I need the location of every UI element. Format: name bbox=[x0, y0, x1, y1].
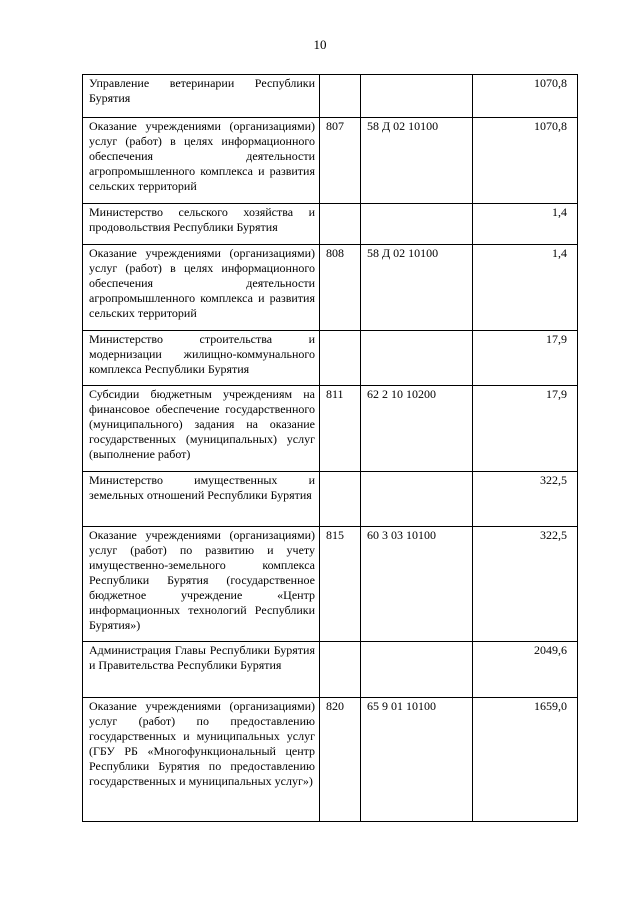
table-row bbox=[83, 204, 578, 245]
row-article: 58 Д 02 10100 bbox=[361, 245, 473, 331]
table-row bbox=[83, 472, 578, 527]
row-code bbox=[320, 472, 361, 527]
row-name: Оказание учреждениями (организациями) услуг (работ) в целях информационного обеспечения деятельности агропромышленного комплекса и развития сельских территорий bbox=[83, 245, 320, 331]
row-name: Министерство сельского хозяйства и продовольствия Республики Бурятия bbox=[83, 204, 320, 245]
table-row bbox=[83, 698, 578, 822]
row-amount: 322,5 bbox=[473, 472, 578, 527]
row-code bbox=[320, 642, 361, 698]
row-name: Министерство имущественных и земельных отношений Республики Бурятия bbox=[83, 472, 320, 527]
row-amount: 322,5 bbox=[473, 527, 578, 642]
row-amount: 17,9 bbox=[473, 331, 578, 386]
row-name: Министерство строительства и модернизации жилищно-коммунального комплекса Республики Бурятия bbox=[83, 331, 320, 386]
row-name: Администрация Главы Республики Бурятия и Правительства Республики Бурятия bbox=[83, 642, 320, 698]
budget-table bbox=[82, 74, 578, 822]
row-code: 811 bbox=[320, 386, 361, 472]
row-article: 60 3 03 10100 bbox=[361, 527, 473, 642]
row-article: 65 9 01 10100 bbox=[361, 698, 473, 822]
table-row bbox=[83, 245, 578, 331]
row-name: Оказание учреждениями (организациями) услуг (работ) по развитию и учету имущественно-земельного комплекса Республики Бурятия (государственное бюджетное учреждение «Центр информационных технологий Республики Бурятия») bbox=[83, 527, 320, 642]
row-article bbox=[361, 75, 473, 118]
table-row bbox=[83, 527, 578, 642]
row-amount: 1659,0 bbox=[473, 698, 578, 822]
row-amount: 1070,8 bbox=[473, 118, 578, 204]
row-name: Управление ветеринарии Республики Бурятия bbox=[83, 75, 320, 118]
table-row bbox=[83, 118, 578, 204]
row-code bbox=[320, 331, 361, 386]
row-code: 808 bbox=[320, 245, 361, 331]
row-amount: 1,4 bbox=[473, 245, 578, 331]
row-article: 58 Д 02 10100 bbox=[361, 118, 473, 204]
row-article bbox=[361, 204, 473, 245]
row-code: 807 bbox=[320, 118, 361, 204]
row-article bbox=[361, 331, 473, 386]
table-row bbox=[83, 331, 578, 386]
page-number: 10 bbox=[313, 37, 327, 52]
row-amount: 17,9 bbox=[473, 386, 578, 472]
row-name: Оказание учреждениями (организациями) услуг (работ) по предоставлению государственных и муниципальных услуг (ГБУ РБ «Многофункциональный центр Республики Бурятия по предоставлению государственных и муниципальных услуг») bbox=[83, 698, 320, 822]
row-article: 62 2 10 10200 bbox=[361, 386, 473, 472]
row-code bbox=[320, 75, 361, 118]
row-article bbox=[361, 642, 473, 698]
table-row bbox=[83, 642, 578, 698]
row-name: Оказание учреждениями (организациями) услуг (работ) в целях информационного обеспечения деятельности агропромышленного комплекса и развития сельских территорий bbox=[83, 118, 320, 204]
table-row bbox=[83, 75, 578, 118]
row-code: 815 bbox=[320, 527, 361, 642]
row-amount: 2049,6 bbox=[473, 642, 578, 698]
row-code bbox=[320, 204, 361, 245]
row-article bbox=[361, 472, 473, 527]
row-name: Субсидии бюджетным учреждениям на финансовое обеспечение государственного (муниципального) задания на оказание государственных (муниципальных) услуг (выполнение работ) bbox=[83, 386, 320, 472]
row-amount: 1070,8 bbox=[473, 75, 578, 118]
row-code: 820 bbox=[320, 698, 361, 822]
table-row bbox=[83, 386, 578, 472]
row-amount: 1,4 bbox=[473, 204, 578, 245]
